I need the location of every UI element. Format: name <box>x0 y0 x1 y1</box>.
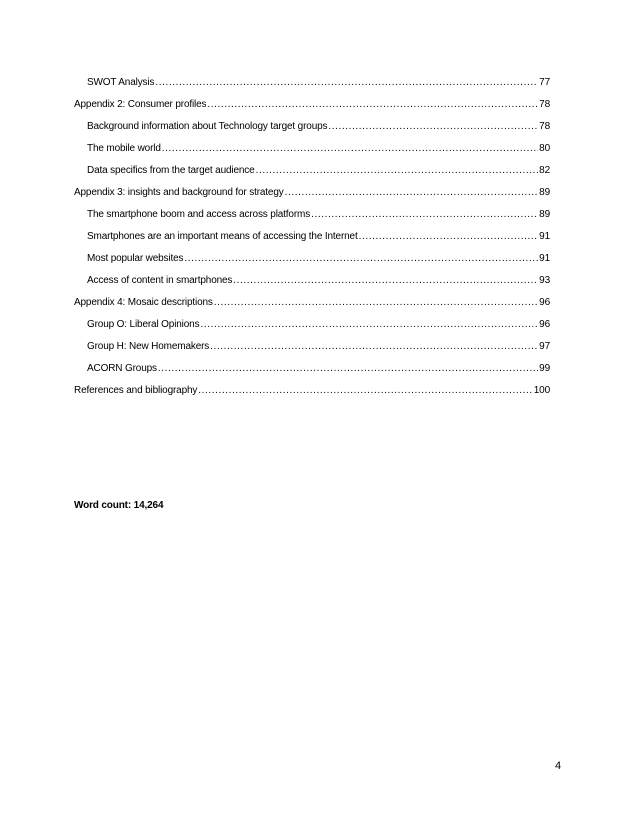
toc-entry-title: Most popular websites <box>87 253 184 264</box>
dot-leader <box>285 182 539 204</box>
toc-entry-popular-websites[interactable] <box>74 248 550 270</box>
toc-entry-page: 89 <box>539 209 550 220</box>
toc-entry-title: The mobile world <box>87 143 161 154</box>
toc-entry-page: 91 <box>539 231 550 242</box>
toc-entry-title: Smartphones are an important means of accessing the Internet <box>87 231 358 242</box>
toc-entry-background-information[interactable] <box>74 116 550 138</box>
dot-leader <box>256 160 539 182</box>
toc-entry-data-specifics[interactable] <box>74 160 550 182</box>
dot-leader <box>210 336 538 358</box>
toc-entry-swot-analysis[interactable] <box>74 72 550 94</box>
toc-entry-title: Appendix 4: Mosaic descriptions <box>74 297 213 308</box>
dot-leader <box>155 72 538 94</box>
toc-entry-smartphone-boom[interactable] <box>74 204 550 226</box>
dot-leader <box>207 94 538 116</box>
toc-entry-page: 78 <box>539 99 550 110</box>
toc-entry-page: 78 <box>539 121 550 132</box>
toc-entry-title: References and bibliography <box>74 385 198 396</box>
dot-leader <box>200 314 538 336</box>
dot-leader <box>233 270 538 292</box>
word-count: Word count: 14,264 <box>74 500 164 511</box>
toc-entry-page: 97 <box>539 341 550 352</box>
dot-leader <box>328 116 538 138</box>
table-of-contents <box>74 72 550 402</box>
page-number: 4 <box>555 760 562 772</box>
toc-entry-smartphones-internet[interactable] <box>74 226 550 248</box>
toc-entry-title: Background information about Technology target groups <box>87 121 328 132</box>
toc-entry-acorn-groups[interactable] <box>74 358 550 380</box>
toc-entry-page: 96 <box>539 297 550 308</box>
toc-entry-page: 89 <box>539 187 550 198</box>
toc-entry-group-o[interactable] <box>74 314 550 336</box>
dot-leader <box>162 138 538 160</box>
toc-entry-title: ACORN Groups <box>87 363 157 374</box>
toc-entry-mobile-world[interactable] <box>74 138 550 160</box>
toc-entry-title: Group H: New Homemakers <box>87 341 210 352</box>
toc-entry-page: 99 <box>539 363 550 374</box>
toc-entry-content-access[interactable] <box>74 270 550 292</box>
toc-entry-title: Access of content in smartphones <box>87 275 233 286</box>
toc-entry-page: 100 <box>533 385 550 396</box>
toc-entry-title: Appendix 2: Consumer profiles <box>74 99 207 110</box>
toc-entry-group-h[interactable] <box>74 336 550 358</box>
toc-entry-title: Appendix 3: insights and background for strategy <box>74 187 284 198</box>
dot-leader <box>214 292 538 314</box>
toc-entry-page: 82 <box>539 165 550 176</box>
toc-entry-page: 96 <box>539 319 550 330</box>
toc-entry-title: Group O: Liberal Opinions <box>87 319 200 330</box>
dot-leader <box>184 248 538 270</box>
toc-entry-page: 80 <box>539 143 550 154</box>
toc-entry-appendix-4[interactable] <box>74 292 550 314</box>
toc-entry-title: The smartphone boom and access across platforms <box>87 209 311 220</box>
toc-entry-title: Data specifics from the target audience <box>87 165 255 176</box>
dot-leader <box>359 226 539 248</box>
toc-entry-page: 91 <box>539 253 550 264</box>
dot-leader <box>198 380 532 402</box>
toc-entry-references[interactable] <box>74 380 550 402</box>
toc-entry-page: 77 <box>539 77 550 88</box>
toc-entry-appendix-3[interactable] <box>74 182 550 204</box>
toc-entry-page: 93 <box>539 275 550 286</box>
dot-leader <box>158 358 538 380</box>
toc-entry-appendix-2[interactable] <box>74 94 550 116</box>
dot-leader <box>311 204 538 226</box>
toc-entry-title: SWOT Analysis <box>87 77 155 88</box>
